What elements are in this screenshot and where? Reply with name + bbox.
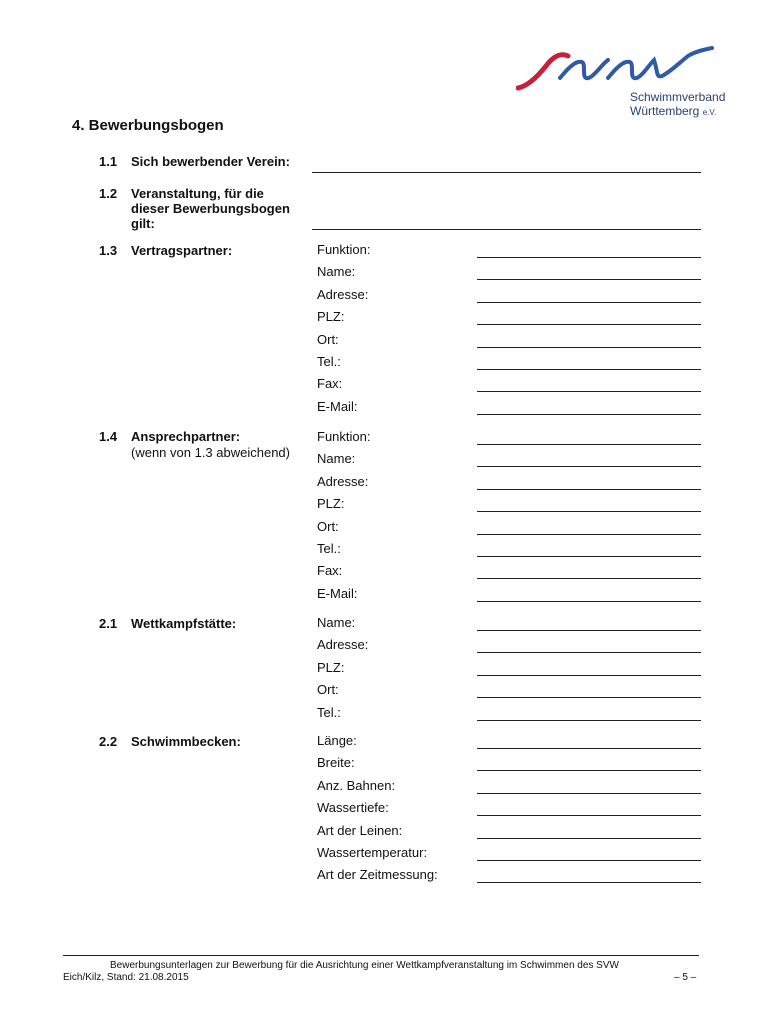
field-input-line[interactable] (477, 697, 701, 698)
section-number: 2.2 (99, 734, 118, 749)
field-input-line[interactable] (477, 511, 701, 512)
section-number: 1.2 (99, 186, 118, 201)
field-input-line[interactable] (477, 369, 701, 370)
field-input-line[interactable] (477, 257, 701, 258)
section-label-line2: dieser Bewerbungsbogen (131, 201, 290, 216)
field-input-line[interactable] (477, 414, 701, 415)
section-number: 1.3 (99, 243, 118, 258)
field-input-line[interactable] (477, 444, 701, 445)
field-label: Wassertiefe: (317, 800, 389, 816)
field-input-line[interactable] (477, 815, 701, 816)
field-input-line[interactable] (477, 748, 701, 749)
field-label: Name: (317, 264, 356, 280)
section-label-line1: Veranstaltung, für die (131, 186, 264, 201)
field-label: Tel.: (317, 541, 341, 556)
logo-text-ev: e.V. (702, 108, 717, 117)
field-input-line[interactable] (477, 793, 701, 794)
field-label: Adresse: (317, 473, 369, 489)
field-input-line[interactable] (477, 860, 701, 861)
field-label: PLZ: (317, 496, 345, 512)
section-label: Schwimmbecken: (131, 734, 241, 749)
section-label: Wettkampfstätte: (131, 616, 237, 631)
field-label: Funktion: (317, 242, 371, 257)
field-label: Fax: (317, 376, 343, 392)
club-input-line[interactable] (312, 172, 701, 173)
field-input-line[interactable] (477, 770, 701, 771)
section-label-line3: gilt: (131, 216, 155, 231)
field-label: E-Mail: (317, 585, 358, 601)
field-input-line[interactable] (477, 720, 701, 721)
field-label: Ort: (317, 682, 339, 698)
field-input-line[interactable] (477, 578, 701, 579)
field-input-line[interactable] (477, 675, 701, 676)
section-label: Ansprechpartner: (131, 429, 241, 444)
field-input-line[interactable] (477, 838, 701, 839)
page-title: 4. Bewerbungsbogen (72, 117, 224, 134)
field-label: Ort: (317, 331, 339, 347)
field-label: Name: (317, 451, 356, 467)
event-input-line[interactable] (312, 229, 701, 230)
section-label (131, 186, 290, 231)
field-label: Tel.: (317, 704, 341, 720)
field-label: Breite: (317, 755, 355, 771)
section-number: 1.4 (99, 429, 118, 444)
field-label: Name: (317, 615, 356, 630)
field-input-line[interactable] (477, 630, 701, 631)
field-label: Adresse: (317, 637, 369, 653)
field-label: Ort: (317, 518, 339, 534)
section-number: 1.1 (99, 154, 118, 169)
footer-author-date: Eich/Kilz, Stand: 21.08.2015 (63, 972, 189, 983)
field-input-line[interactable] (477, 652, 701, 653)
field-label: Adresse: (317, 286, 369, 302)
field-input-line[interactable] (477, 601, 701, 602)
logo-text (630, 90, 725, 120)
field-label: Funktion: (317, 429, 371, 444)
footer-description: Bewerbungsunterlagen zur Bewerbung für die Ausrichtung einer Wettkampfveranstaltung im Schwimmen des SVW (110, 960, 619, 971)
field-label: Tel.: (317, 354, 341, 369)
logo-text-line1: Schwimmverband (630, 90, 726, 104)
field-label: Fax: (317, 563, 343, 579)
section-label: Sich bewerbender Verein: (131, 154, 290, 169)
field-input-line[interactable] (477, 302, 701, 303)
field-label: Wassertemperatur: (317, 845, 428, 860)
field-label: E-Mail: (317, 398, 358, 414)
footer-divider (63, 955, 699, 956)
field-label: PLZ: (317, 309, 345, 325)
section-number: 2.1 (99, 616, 118, 631)
field-input-line[interactable] (477, 556, 701, 557)
section-label: Vertragspartner: (131, 243, 233, 258)
field-input-line[interactable] (477, 882, 701, 883)
field-input-line[interactable] (477, 391, 701, 392)
page-number: – 5 – (674, 972, 697, 983)
svw-logo (516, 46, 726, 118)
field-input-line[interactable] (477, 534, 701, 535)
field-input-line[interactable] (477, 489, 701, 490)
field-input-line[interactable] (477, 279, 701, 280)
section-1-4-sublabel: (wenn von 1.3 abweichend) (131, 445, 290, 460)
field-label: Anz. Bahnen: (317, 777, 396, 793)
svw-logo-mark (516, 46, 716, 92)
field-input-line[interactable] (477, 466, 701, 467)
logo-text-line2: Württemberg (630, 104, 700, 118)
field-input-line[interactable] (477, 347, 701, 348)
field-label: Art der Zeitmessung: (317, 867, 438, 883)
field-label: PLZ: (317, 659, 345, 675)
field-label: Art der Leinen: (317, 822, 403, 838)
field-label: Länge: (317, 733, 357, 748)
field-input-line[interactable] (477, 324, 701, 325)
